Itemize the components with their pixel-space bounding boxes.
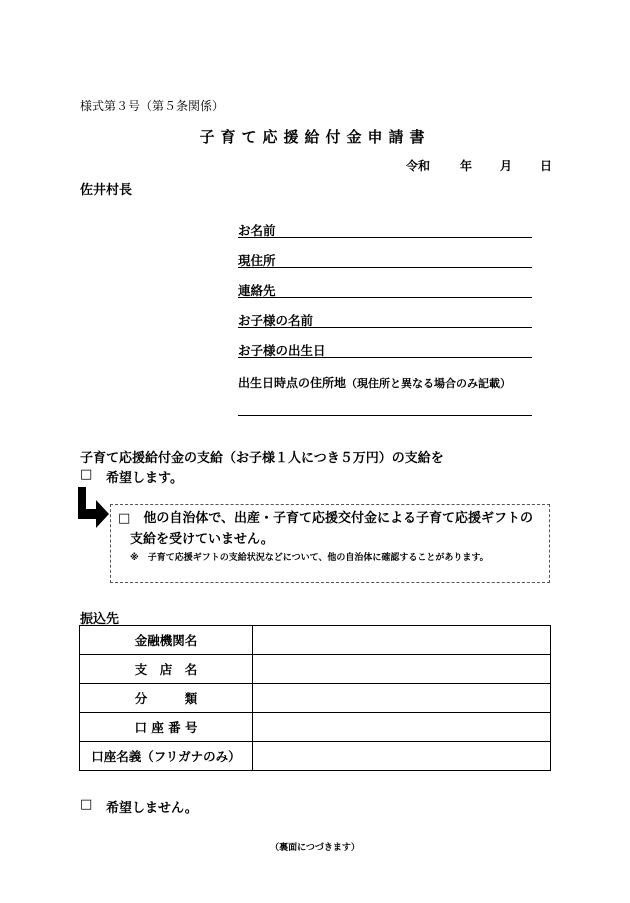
child-birthday-label: お子様の出生日	[238, 343, 326, 358]
bank-name-label: 金融機関名	[80, 626, 253, 655]
table-row	[80, 684, 551, 713]
date-day: 日	[540, 159, 553, 173]
child-name-label: お子様の名前	[238, 313, 314, 328]
arrow-down-right-icon	[76, 487, 110, 529]
branch-name-input[interactable]	[253, 655, 551, 684]
table-row	[80, 655, 551, 684]
name-label: お名前	[238, 223, 276, 238]
branch-name-label: 支 店 名	[80, 655, 253, 684]
account-type-label: 分 類	[80, 684, 253, 713]
other-municipality-checkbox[interactable]: □	[118, 511, 131, 526]
birth-address-label: 出生日時点の住所地（現住所と異なる場合のみ記載）	[238, 376, 512, 390]
table-row	[80, 626, 551, 655]
address-field[interactable]	[238, 251, 532, 268]
contact-label: 連絡先	[238, 283, 276, 298]
addressee: 佐井村長	[80, 183, 133, 198]
account-type-input[interactable]	[253, 684, 551, 713]
birth-address-field[interactable]	[238, 415, 532, 416]
birth-address-note: （現住所と異なる場合のみ記載）	[346, 377, 512, 390]
table-row	[80, 742, 551, 771]
contact-field[interactable]	[238, 281, 532, 298]
child-name-field[interactable]	[238, 311, 532, 328]
other-municipality-checkbox-row[interactable]	[118, 507, 533, 526]
bank-name-input[interactable]	[253, 626, 551, 655]
other-municipality-line2: 支給を受けていません。	[130, 532, 274, 547]
account-number-input[interactable]	[253, 713, 551, 742]
no-wish-label: 希望しません。	[106, 801, 198, 816]
date-month: 月	[500, 159, 513, 173]
bank-section-label: 振込先	[80, 612, 120, 627]
continued-note: （裏面につづきます）	[270, 843, 360, 853]
other-municipality-note: ※ 子育て応援ギフトの支給状況などについて、他の自治体に確認することがあります。	[130, 553, 489, 563]
wish-checkbox[interactable]: □	[80, 467, 93, 482]
other-municipality-line1: 他の自治体で、出産・子育て応援交付金による子育て応援ギフトの	[143, 511, 534, 526]
payment-intro: 子育て応援給付金の支給（お子様１人につき５万円）の支給を	[80, 451, 444, 466]
table-row	[80, 713, 551, 742]
page-title: 子育て応援給付金申請書	[199, 128, 431, 146]
wish-label: 希望します。	[106, 471, 183, 486]
date-era: 令和	[406, 159, 431, 173]
name-field[interactable]	[238, 221, 532, 238]
child-birthday-field[interactable]	[238, 341, 532, 358]
bank-table	[79, 625, 551, 771]
account-holder-input[interactable]	[253, 742, 551, 771]
account-holder-label: 口座名義（フリガナのみ）	[80, 742, 253, 771]
account-number-label: 口 座 番 号	[80, 713, 253, 742]
address-label: 現住所	[238, 253, 276, 268]
no-wish-checkbox[interactable]: □	[80, 797, 93, 812]
form-number: 様式第３号（第５条関係）	[80, 99, 225, 113]
date-year: 年	[460, 159, 473, 173]
